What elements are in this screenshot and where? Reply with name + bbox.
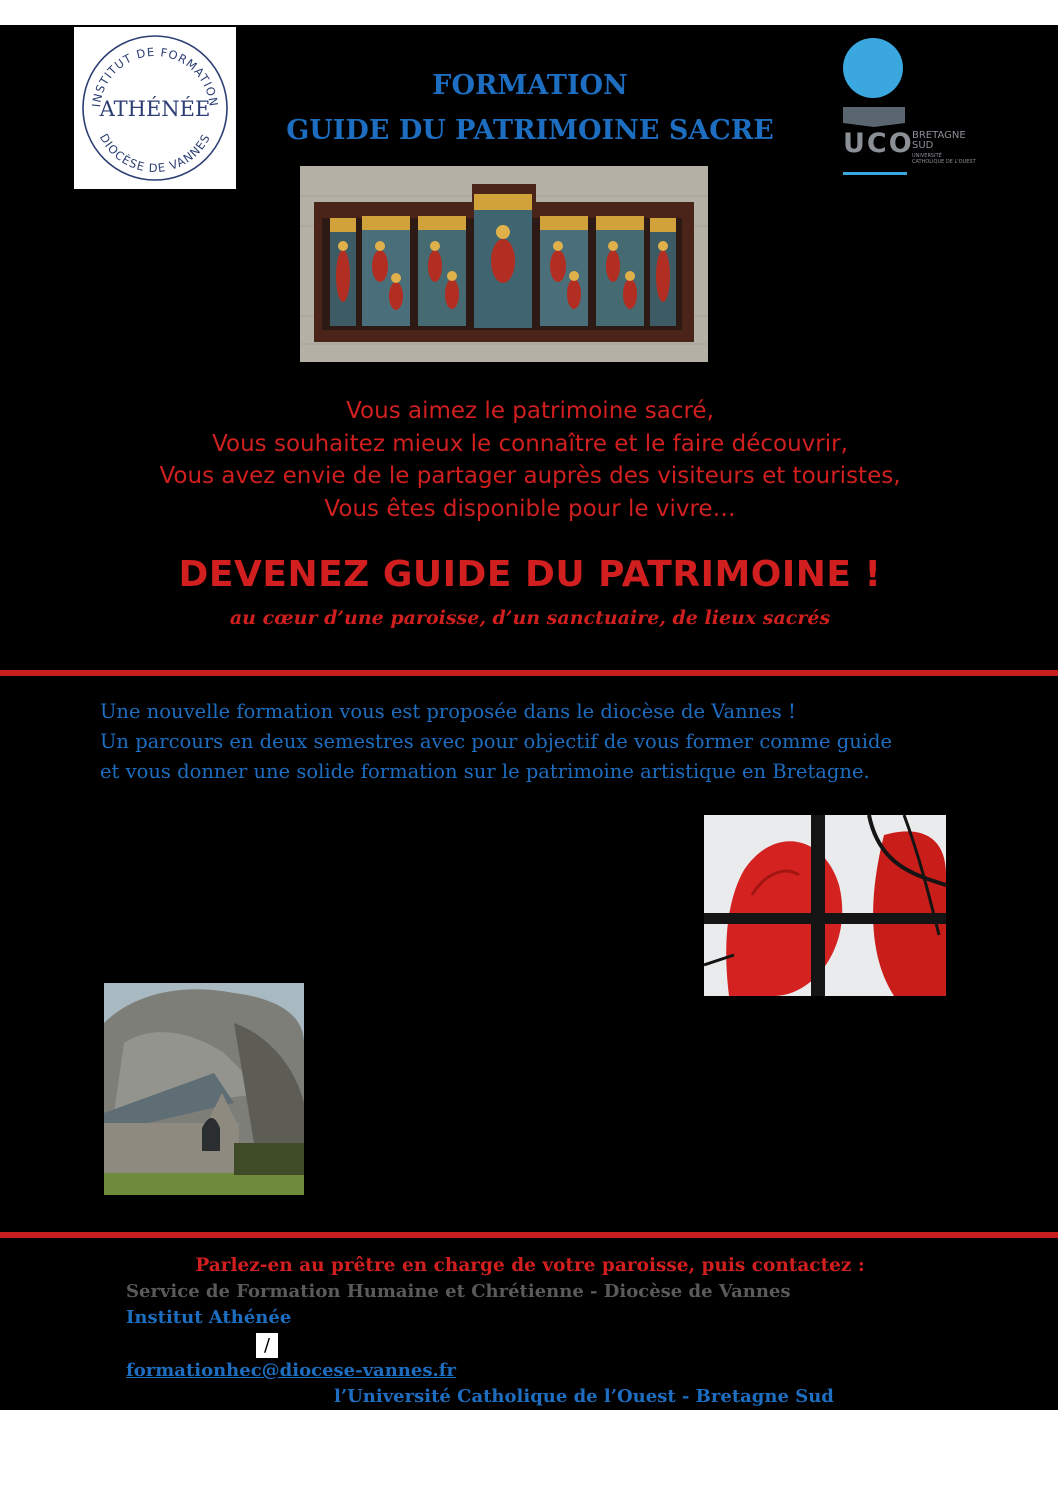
altarpiece-image-icon [300,166,708,362]
divider-top [0,670,1058,676]
rock-chapel-image-icon [104,983,304,1195]
stained-glass-photo [704,815,946,996]
athenee-logo [74,27,236,189]
description-line-2: Un parcours en deux semestres avec pour objectif de vous former comme guide [100,730,893,753]
poster [0,25,1058,1410]
rock-chapel-photo [104,983,304,1195]
subline: au cœur d’une paroisse, d’un sanctuaire, de lieux sacrés [229,607,831,629]
divider-bottom [0,1232,1058,1238]
contact-university: l’Université Catholique de l’Ouest - Bretagne Sud [334,1386,834,1407]
page-title [240,63,820,153]
contact-call: Parlez-en au prêtre en charge de votre paroisse, puis contactez : [195,1255,865,1276]
title-line-2: GUIDE DU PATRIMOINE SACRE [286,115,774,146]
seal-center: ATHÉNÉE [99,97,211,121]
svg-text:DIOCÈSE DE VANNES [97,131,213,175]
uco-tiny-line-1: UNIVERSITÉ [912,153,942,159]
intro-line-4: Vous êtes disponible pour le vivre… [324,495,736,522]
uco-underline [843,172,907,175]
uco-sub-line-1: BRETAGNE [912,130,966,141]
title-line-1: FORMATION [432,70,628,101]
contact-service: Service de Formation Humaine et Chrétienne - Diocèse de Vannes [126,1281,791,1302]
headline: DEVENEZ GUIDE DU PATRIMOINE ! [178,554,882,595]
description-line-3: et vous donner une solide formation sur le patrimoine artistique en Bretagne. [100,760,870,783]
contact-email-link[interactable]: formationhec@diocese-vannes.fr [126,1360,456,1381]
uco-logo [838,35,988,185]
uco-tiny [912,153,976,165]
athenee-seal-icon [74,27,236,189]
intro-text [80,395,980,525]
contact-slash: / [256,1333,278,1358]
intro-line-2: Vous souhaitez mieux le connaître et le faire découvrir, [212,430,848,457]
description-line-1: Une nouvelle formation vous est proposée dans le diocèse de Vannes ! [100,700,796,723]
stained-glass-image-icon [704,815,946,996]
uco-circle-icon [843,38,903,98]
contact-institut: Institut Athénée [126,1307,292,1328]
intro-line-1: Vous aimez le patrimoine sacré, [346,398,714,424]
uco-mark: UCO [843,128,914,159]
uco-tiny-line-2: CATHOLIQUE DE L'OUEST [912,159,976,165]
intro-line-3: Vous avez envie de le partager auprès des visiteurs et touristes, [159,463,901,489]
seal-ring-top: INSTITUT DE FORMATION [89,44,221,108]
description [100,697,980,787]
seal-ring-bottom: DIOCÈSE DE VANNES [96,131,214,176]
uco-sub [912,131,966,151]
altarpiece-photo [300,166,708,362]
uco-sub-line-2: SUD [912,140,934,151]
uco-book-icon [843,105,905,127]
